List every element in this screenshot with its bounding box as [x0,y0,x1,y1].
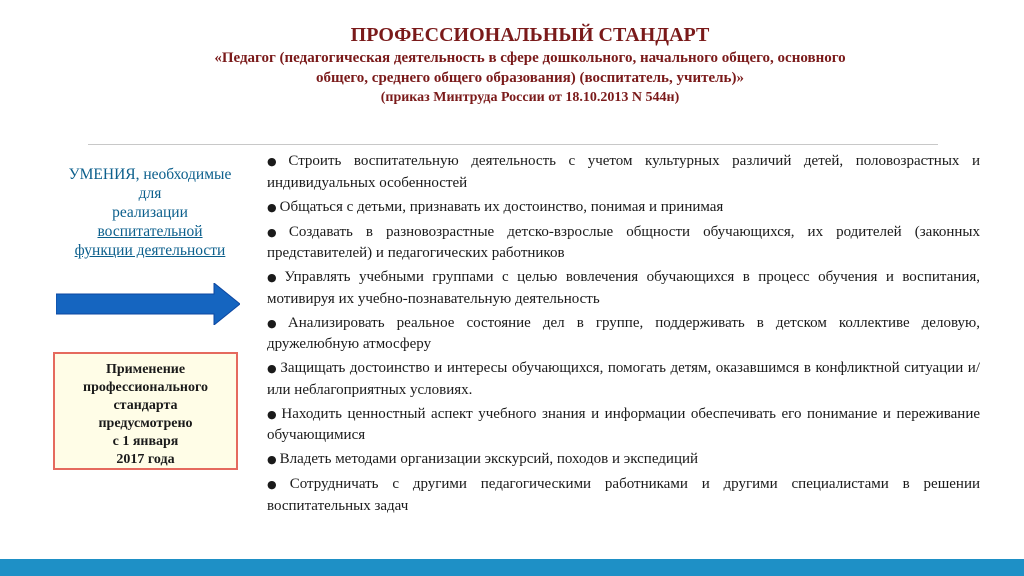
order-reference: (приказ Минтруда России от 18.10.2013 N 544н) [380,90,680,105]
slide-title-block [100,22,960,108]
notice-line-6: 2017 года [116,452,175,467]
list-item: ● Анализировать реальное состояние дел в группе, поддерживать в детском коллективе деловую, дружелюбную атмосферу [267,314,980,352]
bullet-icon: ● [267,316,285,330]
notice-line-4: предусмотрено [98,416,193,431]
bullet-icon: ● [267,225,286,239]
skills-line-1: УМЕНИЯ, необходимые [68,166,232,183]
notice-line-1: Применение [105,362,186,377]
list-item: ● Общаться с детьми, признавать их достоинство, понимая и принимая [267,198,724,215]
bullet-icon: ● [267,478,287,491]
skills-line-4: воспитательной [97,223,203,240]
divider-line [88,144,938,145]
list-item: ● Защищать достоинство и интересы обучающихся, помогать детям, оказавшимся в конфликтной ситуации и/или неблагоприятных условиях. [267,360,980,398]
list-item: ● Строить воспитательную деятельность с учетом культурных различий детей, половозрастных и индивидуальных особенностей [267,153,980,191]
list-item: ● Создавать в разновозрастные детско-взрослые общности обучающихся, их родителей (законных представителей) и педагогических работников [267,223,980,261]
skills-line-2: для [138,185,162,202]
footer-bar [0,559,1024,576]
bullet-icon: ● [267,362,278,375]
bullet-icon: ● [267,200,277,214]
skills-caption [50,165,250,260]
notice-line-3: стандарта [113,398,178,413]
list-item: ● Управлять учебными группами с целью вовлечения обучающихся в процесс обучения и воспитания, мотивируя их учебно-познавательную деятельность [267,269,980,307]
standard-name-line2: общего, среднего общего образования) (воспитатель, учитель)» [316,70,744,86]
notice-line-2: профессионального [83,380,208,395]
standard-name-line1: «Педагог (педагогическая деятельность в сфере дошкольного, начального общего, основного [214,50,846,66]
skills-line-3: реализации [112,204,188,221]
bullet-icon: ● [267,271,282,284]
page-title: ПРОФЕССИОНАЛЬНЫЙ СТАНДАРТ [350,24,710,46]
list-item: ● Находить ценностный аспект учебного знания и информации обеспечивать его понимание и переживание обучающимися [267,405,980,443]
bullet-icon: ● [267,453,277,466]
notice-line-5: с 1 января [112,434,179,449]
notice-box [53,352,238,470]
list-item: ● Сотрудничать с другими педагогическими работниками и другими специалистами в решении воспитательных задач [267,476,980,514]
bullet-icon: ● [267,155,286,168]
list-item: ● Владеть методами организации экскурсий, походов и экспедиций [267,451,699,467]
skills-line-5: функции деятельности [74,242,226,259]
skills-bullet-list [267,151,980,520]
right-arrow-icon [56,283,240,325]
bullet-icon: ● [267,407,279,421]
